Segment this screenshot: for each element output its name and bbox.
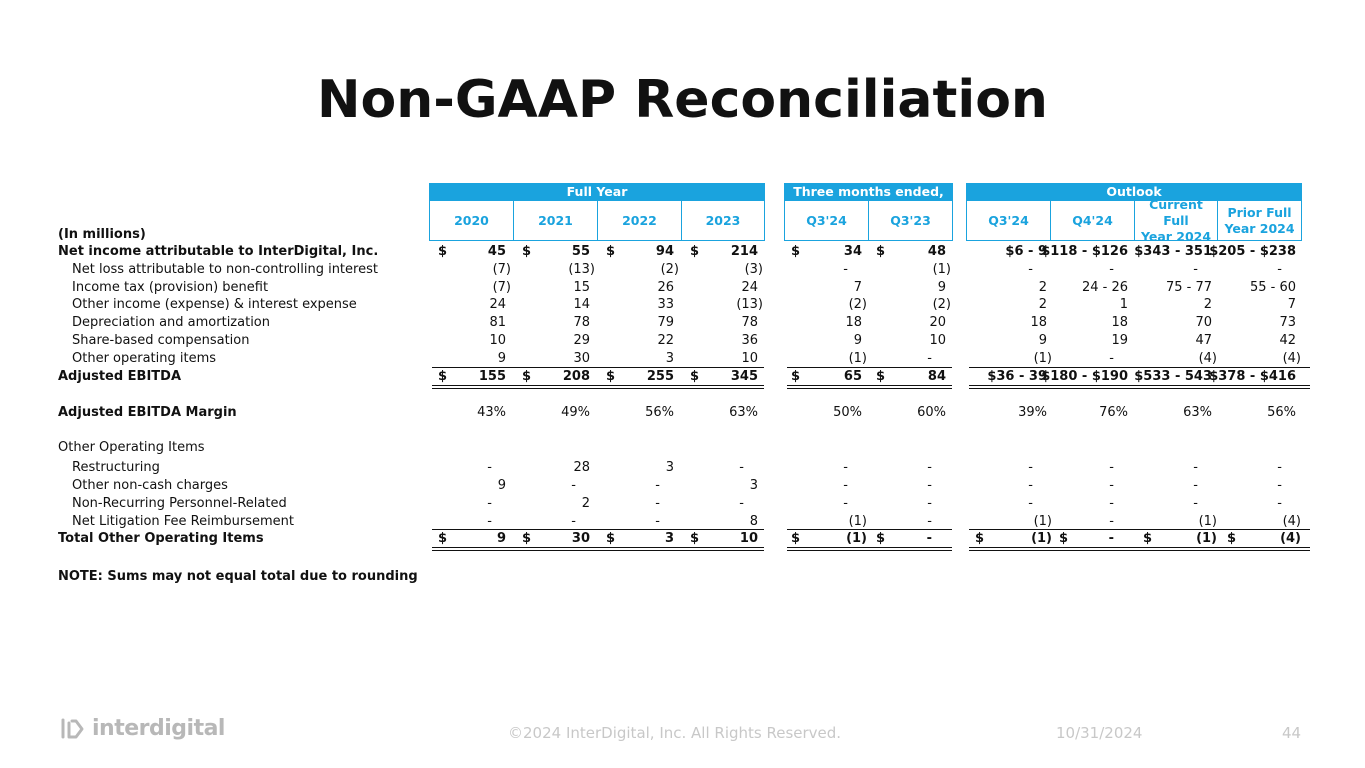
table-cell: 33 (657, 297, 674, 312)
row-label: Other income (expense) & interest expense (72, 297, 357, 312)
interdigital-logo (60, 716, 225, 741)
column-header-q4-24: Q4'24 (1050, 201, 1135, 241)
table-cell: 63% (729, 405, 758, 420)
table-cell: - (927, 496, 932, 511)
table-cell: - (843, 496, 848, 511)
row-label: Net Litigation Fee Reimbursement (72, 514, 294, 529)
table-cell: 45 (487, 244, 506, 259)
table-cell: (1) (932, 262, 951, 277)
header-full-year: Full Year (429, 183, 765, 201)
table-cell: 7 (853, 280, 862, 295)
table-cell: - (1028, 478, 1033, 493)
table-cell: 3 (749, 478, 758, 493)
table-cell: (1) (1198, 514, 1217, 529)
table-cell: - (926, 531, 932, 546)
table-cell: 56% (1267, 405, 1296, 420)
table-cell: 208 (562, 369, 590, 384)
column-header-prior-line1: Prior Full (1227, 204, 1292, 220)
table-cell: 10 (741, 351, 758, 366)
interdigital-logo-icon (60, 717, 86, 741)
table-cell: 30 (573, 351, 590, 366)
table-cell: 47 (1195, 333, 1212, 348)
table-cell: 2 (1038, 280, 1047, 295)
table-cell: - (927, 351, 932, 366)
currency-symbol: $ (876, 244, 886, 259)
subtotal-rule (432, 367, 764, 368)
currency-symbol: $ (876, 369, 886, 384)
currency-symbol: $ (438, 369, 448, 384)
table-cell: 3 (664, 531, 674, 546)
table-cell: 18 (1030, 315, 1047, 330)
table-cell: 214 (730, 244, 758, 259)
table-cell: - (487, 460, 492, 475)
table-cell: (1) (1033, 351, 1052, 366)
table-cell: 18 (1111, 315, 1128, 330)
table-cell: (4) (1198, 351, 1217, 366)
header-three-months: Three months ended, (784, 183, 953, 201)
table-cell: - (487, 514, 492, 529)
column-header-prior-line2: Year 2024 (1224, 220, 1295, 236)
table-cell: (2) (660, 262, 679, 277)
currency-symbol: $ (690, 369, 700, 384)
table-cell: - (739, 460, 744, 475)
table-cell: - (1109, 478, 1114, 493)
page-title: Non-GAAP Reconciliation (317, 70, 1048, 130)
row-label: Other Operating Items (58, 440, 205, 455)
total-double-rule (432, 547, 764, 551)
table-cell: - (1277, 478, 1282, 493)
table-cell: (13) (736, 297, 763, 312)
table-cell: 42 (1279, 333, 1296, 348)
table-cell: - (1193, 496, 1198, 511)
table-cell: 10 (739, 531, 758, 546)
table-cell: $205 - $238 (1209, 244, 1296, 259)
table-cell: 60% (917, 405, 946, 420)
column-header-q3-24: Q3'24 (784, 201, 869, 241)
column-header-2023: 2023 (681, 201, 765, 241)
table-cell: (2) (932, 297, 951, 312)
table-cell: 56% (645, 405, 674, 420)
column-header-current-line1: Current Full (1149, 196, 1203, 228)
table-cell: - (1028, 262, 1033, 277)
table-cell: 255 (646, 369, 674, 384)
currency-symbol: $ (522, 531, 532, 546)
table-cell: 79 (657, 315, 674, 330)
table-cell: 24 (489, 297, 506, 312)
table-cell: - (739, 496, 744, 511)
table-cell: (7) (492, 280, 511, 295)
table-cell: 43% (477, 405, 506, 420)
currency-symbol: $ (690, 244, 700, 259)
currency-symbol: $ (606, 531, 616, 546)
table-cell: - (843, 460, 848, 475)
column-header-current-line2: Year 2024 (1140, 228, 1212, 244)
table-cell: 26 (657, 280, 674, 295)
table-cell: $6 - 9 (1005, 244, 1047, 259)
row-label: Non-Recurring Personnel-Related (72, 496, 287, 511)
table-cell: 10 (489, 333, 506, 348)
subtotal-rule (432, 529, 764, 530)
table-cell: 30 (571, 531, 590, 546)
table-cell: (1) (1196, 531, 1217, 546)
column-header-2022: 2022 (597, 201, 682, 241)
table-cell: 9 (853, 333, 862, 348)
subtotal-rule (969, 367, 1310, 368)
table-cell: 29 (573, 333, 590, 348)
currency-symbol: $ (438, 531, 448, 546)
table-cell: 78 (573, 315, 590, 330)
table-cell: 9 (497, 478, 506, 493)
currency-symbol: $ (791, 244, 801, 259)
table-cell: $378 - $416 (1209, 369, 1296, 384)
currency-symbol: $ (606, 369, 616, 384)
table-cell: 73 (1279, 315, 1296, 330)
table-cell: - (843, 262, 848, 277)
table-cell: 9 (496, 531, 506, 546)
table-cell: 94 (655, 244, 674, 259)
currency-symbol: $ (522, 244, 532, 259)
column-header-q3-23: Q3'23 (868, 201, 953, 241)
table-cell: - (655, 514, 660, 529)
currency-symbol: $ (1143, 531, 1153, 546)
table-cell: (4) (1282, 351, 1301, 366)
table-cell: (7) (492, 262, 511, 277)
table-cell: - (927, 460, 932, 475)
subtotal-rule (787, 367, 952, 368)
table-cell: $533 - 543 (1134, 369, 1212, 384)
table-cell: 50% (833, 405, 862, 420)
rounding-note: NOTE: Sums may not equal total due to rounding (58, 569, 418, 584)
table-cell: 84 (927, 369, 946, 384)
column-header-outlook-q3-24: Q3'24 (966, 201, 1051, 241)
row-label: Share-based compensation (72, 333, 250, 348)
table-cell: - (927, 478, 932, 493)
total-double-rule (432, 385, 764, 389)
row-label: Depreciation and amortization (72, 315, 270, 330)
table-cell: - (1109, 496, 1114, 511)
table-cell: - (1109, 460, 1114, 475)
currency-symbol: $ (975, 531, 985, 546)
table-cell: - (1028, 460, 1033, 475)
table-cell: - (1028, 496, 1033, 511)
table-cell: $118 - $126 (1041, 244, 1128, 259)
currency-symbol: $ (606, 244, 616, 259)
table-cell: 155 (478, 369, 506, 384)
table-cell: (3) (744, 262, 763, 277)
row-label: Restructuring (72, 460, 160, 475)
table-cell: 9 (1038, 333, 1047, 348)
currency-symbol: $ (791, 369, 801, 384)
table-cell: - (655, 478, 660, 493)
table-cell: 345 (730, 369, 758, 384)
table-cell: $343 - 351 (1134, 244, 1212, 259)
table-cell: 1 (1119, 297, 1128, 312)
table-cell: 39% (1018, 405, 1047, 420)
table-cell: 15 (573, 280, 590, 295)
row-label: Net income attributable to InterDigital, Inc. (58, 244, 379, 259)
table-cell: 49% (561, 405, 590, 420)
currency-symbol: $ (438, 244, 448, 259)
table-cell: 24 (741, 280, 758, 295)
table-cell: - (571, 514, 576, 529)
table-cell: - (1108, 531, 1114, 546)
row-label: Other non-cash charges (72, 478, 228, 493)
table-cell: 18 (845, 315, 862, 330)
table-cell: (1) (1031, 531, 1052, 546)
table-cell: 70 (1195, 315, 1212, 330)
table-cell: $180 - $190 (1041, 369, 1128, 384)
table-cell: (13) (568, 262, 595, 277)
table-cell: - (1109, 262, 1114, 277)
copyright: ©2024 InterDigital, Inc. All Rights Reserved. (508, 724, 842, 742)
table-cell: - (1193, 478, 1198, 493)
table-cell: - (1193, 460, 1198, 475)
table-cell: 28 (573, 460, 590, 475)
table-cell: 20 (929, 315, 946, 330)
units-label: (In millions) (58, 227, 146, 242)
table-cell: 36 (741, 333, 758, 348)
row-label: Other operating items (72, 351, 217, 366)
table-cell: 2 (1038, 297, 1047, 312)
table-cell: (1) (848, 351, 867, 366)
total-double-rule (969, 547, 1310, 551)
table-cell: 34 (843, 244, 862, 259)
page-number: 44 (1282, 724, 1302, 742)
table-cell: - (1277, 496, 1282, 511)
table-cell: 14 (573, 297, 590, 312)
row-label: Total Other Operating Items (58, 531, 264, 546)
table-cell: 2 (1203, 297, 1212, 312)
table-cell: - (655, 496, 660, 511)
table-cell: 75 - 77 (1165, 280, 1212, 295)
table-cell: 19 (1111, 333, 1128, 348)
table-cell: 76% (1099, 405, 1128, 420)
table-cell: 7 (1287, 297, 1296, 312)
table-cell: 78 (741, 315, 758, 330)
total-double-rule (787, 385, 952, 389)
header-outlook: Outlook (966, 183, 1302, 201)
total-double-rule (787, 547, 952, 551)
table-cell: - (1277, 460, 1282, 475)
table-cell: 8 (749, 514, 758, 529)
row-label: Adjusted EBITDA (58, 369, 182, 384)
row-label: Adjusted EBITDA Margin (58, 405, 237, 420)
table-cell: 63% (1183, 405, 1212, 420)
table-cell: (1) (846, 531, 867, 546)
currency-symbol: $ (690, 531, 700, 546)
column-header-current-full-year (1134, 196, 1218, 244)
subtotal-rule (969, 529, 1310, 530)
currency-symbol: $ (876, 531, 886, 546)
table-cell: 10 (929, 333, 946, 348)
row-label: Income tax (provision) benefit (72, 280, 269, 295)
table-cell: (2) (848, 297, 867, 312)
table-cell: - (487, 496, 492, 511)
slide-date: 10/31/2024 (1056, 724, 1143, 742)
table-cell: 3 (665, 351, 674, 366)
column-header-2021: 2021 (513, 201, 598, 241)
column-header-prior-full-year (1217, 201, 1302, 241)
total-double-rule (969, 385, 1310, 389)
currency-symbol: $ (522, 369, 532, 384)
row-label: Net loss attributable to non-controlling interest (72, 262, 378, 277)
table-cell: 9 (937, 280, 946, 295)
currency-symbol: $ (791, 531, 801, 546)
table-cell: $36 - 39 (987, 369, 1047, 384)
currency-symbol: $ (1227, 531, 1237, 546)
column-header-2020: 2020 (429, 201, 514, 241)
table-cell: 24 - 26 (1081, 280, 1128, 295)
table-cell: 48 (927, 244, 946, 259)
logo-wordmark: interdigital (92, 716, 225, 741)
table-cell: (4) (1282, 514, 1301, 529)
table-cell: 81 (489, 315, 506, 330)
table-cell: 9 (497, 351, 506, 366)
table-cell: - (1109, 514, 1114, 529)
table-cell: 3 (665, 460, 674, 475)
table-cell: - (1277, 262, 1282, 277)
table-cell: - (843, 478, 848, 493)
table-cell: 22 (657, 333, 674, 348)
table-cell: 55 (571, 244, 590, 259)
table-cell: - (1109, 351, 1114, 366)
table-cell: (1) (848, 514, 867, 529)
table-cell: (4) (1280, 531, 1301, 546)
table-cell: - (927, 514, 932, 529)
table-cell: 55 - 60 (1249, 280, 1296, 295)
table-cell: (1) (1033, 514, 1052, 529)
table-cell: - (1193, 262, 1198, 277)
table-cell: 65 (843, 369, 862, 384)
subtotal-rule (787, 529, 952, 530)
currency-symbol: $ (1059, 531, 1069, 546)
table-cell: - (571, 478, 576, 493)
table-cell: 2 (581, 496, 590, 511)
